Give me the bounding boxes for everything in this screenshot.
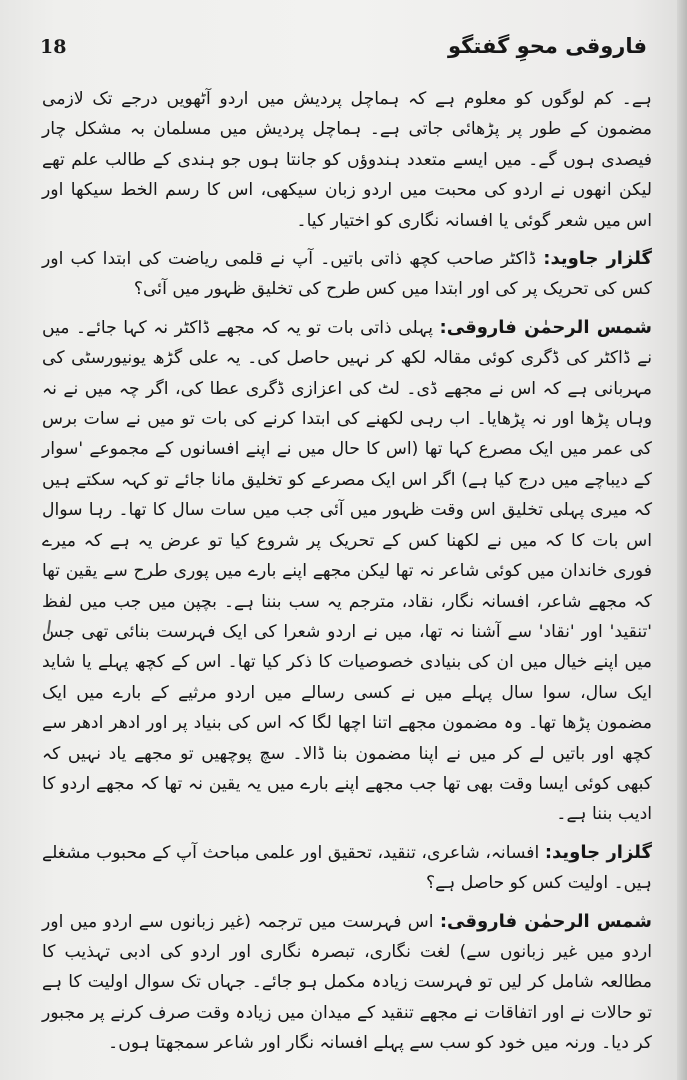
- paragraph-text: پہلی ذاتی بات تو یہ کہ مجھے ڈاکٹر نہ کہا جائے۔ میں نے ڈاکٹر کی ڈگری کوئی مقالہ لکھ کر نہیں حاصل کی۔ یہ علی گڑھ یونیورسٹی کی مہربانی ہے کہ اس نے مجھے ڈی۔ لٹ کی اعزازی ڈگری عطا کی، اگر چہ میں نے نہ وہاں پڑھا اور نہ پڑھایا۔ اب رہی لکھنے کی ابتدا کرنے کی بات تو میں نے سات برس کی عمر میں ایک مصرع کہا تھا (اس کا حال میں نے اپنے افسانوں کے مجموعے 'سوار کے دیباچے میں درج کیا ہے) اگر اس ایک مصرعے کو تخلیق مانا جائے تو کہہ سکتے ہیں کہ میری پہلی تخلیق اس وقت ظہور میں آئی جب میں سات سال کا تھا۔ رہا سوال اس بات کا کہ میں نے لکھنا کس کے تحریک پر شروع کیا تو عرض یہ ہے کہ میرے فوری خاندان میں کوئی شاعر نہ تھا لیکن مجھے اپنے بارے میں پوری طرح سے یقین تھا کہ مجھے شاعر، افسانہ نگار، نقاد، مترجم یہ سب بننا ہے۔ بچپن میں جب میں لفظ 'تنقید' اور 'نقاد' سے آشنا نہ تھا، میں نے اردو شعرا کی ایک فہرست بنائی تھی جس میں اپنے خیال میں ان کی بنیادی خصوصیات کا ذکر کیا تھا۔ اس کے کچھ پہلے یا شاید ایک سال، سوا سال پہلے میں نے کسی رسالے میں اردو مرثیے کے بارے میں ایک مضمون پڑھا تھا۔ وہ مضمون مجھے اتنا اچھا لگا کہ اس کی بنیاد پر اور ادھر ادھر سے کچھ اور باتیں لے کر میں نے اپنا مضمون بنا ڈالا۔ سچ پوچھیں تو مجھے یاد نہیں کہ کبھی کوئی ایسا وقت بھی تھا جب مجھے اپنے بارے میں یہ یقین نہ تھا کہ مجھے اردو کا ادیب بننا ہے۔: [42, 317, 652, 825]
- speaker-name: گلزار جاوید:: [543, 248, 652, 270]
- paragraph-text: ڈاکٹر صاحب کچھ ذاتی باتیں۔ آپ نے قلمی ریاضت کی ابتدا کب اور کس کی تحریک پر کی اور ابتدا میں کس طرح کی تخلیق ظہور میں آئی؟: [42, 249, 652, 300]
- speaker-name: شمس الرحمٰن فاروقی:: [439, 316, 652, 338]
- paragraph-text: افسانہ، شاعری، تنقید، تحقیق اور علمی مباحث آپ کے محبوب مشغلے ہیں۔ اولیت کس کو حاصل ہے؟: [42, 842, 652, 894]
- page-header: [40, 36, 647, 70]
- paragraph-answer-2: [42, 907, 652, 1059]
- paragraph-question-2: [42, 838, 652, 899]
- page-spine-shadow: [677, 0, 687, 1080]
- running-title: فاروقی محوِ گفتگو: [448, 34, 647, 58]
- body-text: [42, 84, 652, 1061]
- paragraph-answer-1: [42, 313, 652, 830]
- speaker-name: گلزار جاوید:: [544, 841, 652, 863]
- paragraph-intro: [42, 84, 652, 236]
- speaker-name: شمس الرحمٰن فاروقی:: [439, 910, 653, 932]
- page-number: 18: [40, 36, 67, 58]
- paragraph-text: اس فہرست میں ترجمہ (غیر زبانوں سے اردو میں اور اردو میں غیر زبانوں سے) لغت نگاری، تبصرہ نگاری اور اردو کی ادبی تہذیب کا مطالعہ شامل کر لیں تو فہرست زیادہ مکمل ہو جائے۔ جہاں تک سوال اولیت کا ہے تو حالات نے اور اتفاقات نے مجھے تنقید کے میدان میں زیادہ وقت صرف کرنے پر مجبور کر دیا۔ ورنہ میں خود کو سب سے پہلے افسانہ نگار اور شاعر سمجھتا ہوں۔: [42, 911, 652, 1054]
- paragraph-text: ہے۔ کم لوگوں کو معلوم ہے کہ ہماچل پردیش میں اردو آٹھویں درجے تک لازمی مضمون کے طور پر پڑھائی جاتی ہے۔ ہماچل پردیش میں مسلمان بہ مشکل چار فیصدی ہوں گے۔ میں ایسے متعدد ہندوؤں کو جانتا ہوں جو ہندی کے طالب علم تھے لیکن انھوں نے اردو کی محبت میں اردو زبان سیکھی، اس کا رسم الخط سیکھا اور اس میں شعر گوئی یا افسانہ نگاری کو اختیار کیا۔: [42, 89, 652, 231]
- paragraph-question-1: [42, 244, 652, 305]
